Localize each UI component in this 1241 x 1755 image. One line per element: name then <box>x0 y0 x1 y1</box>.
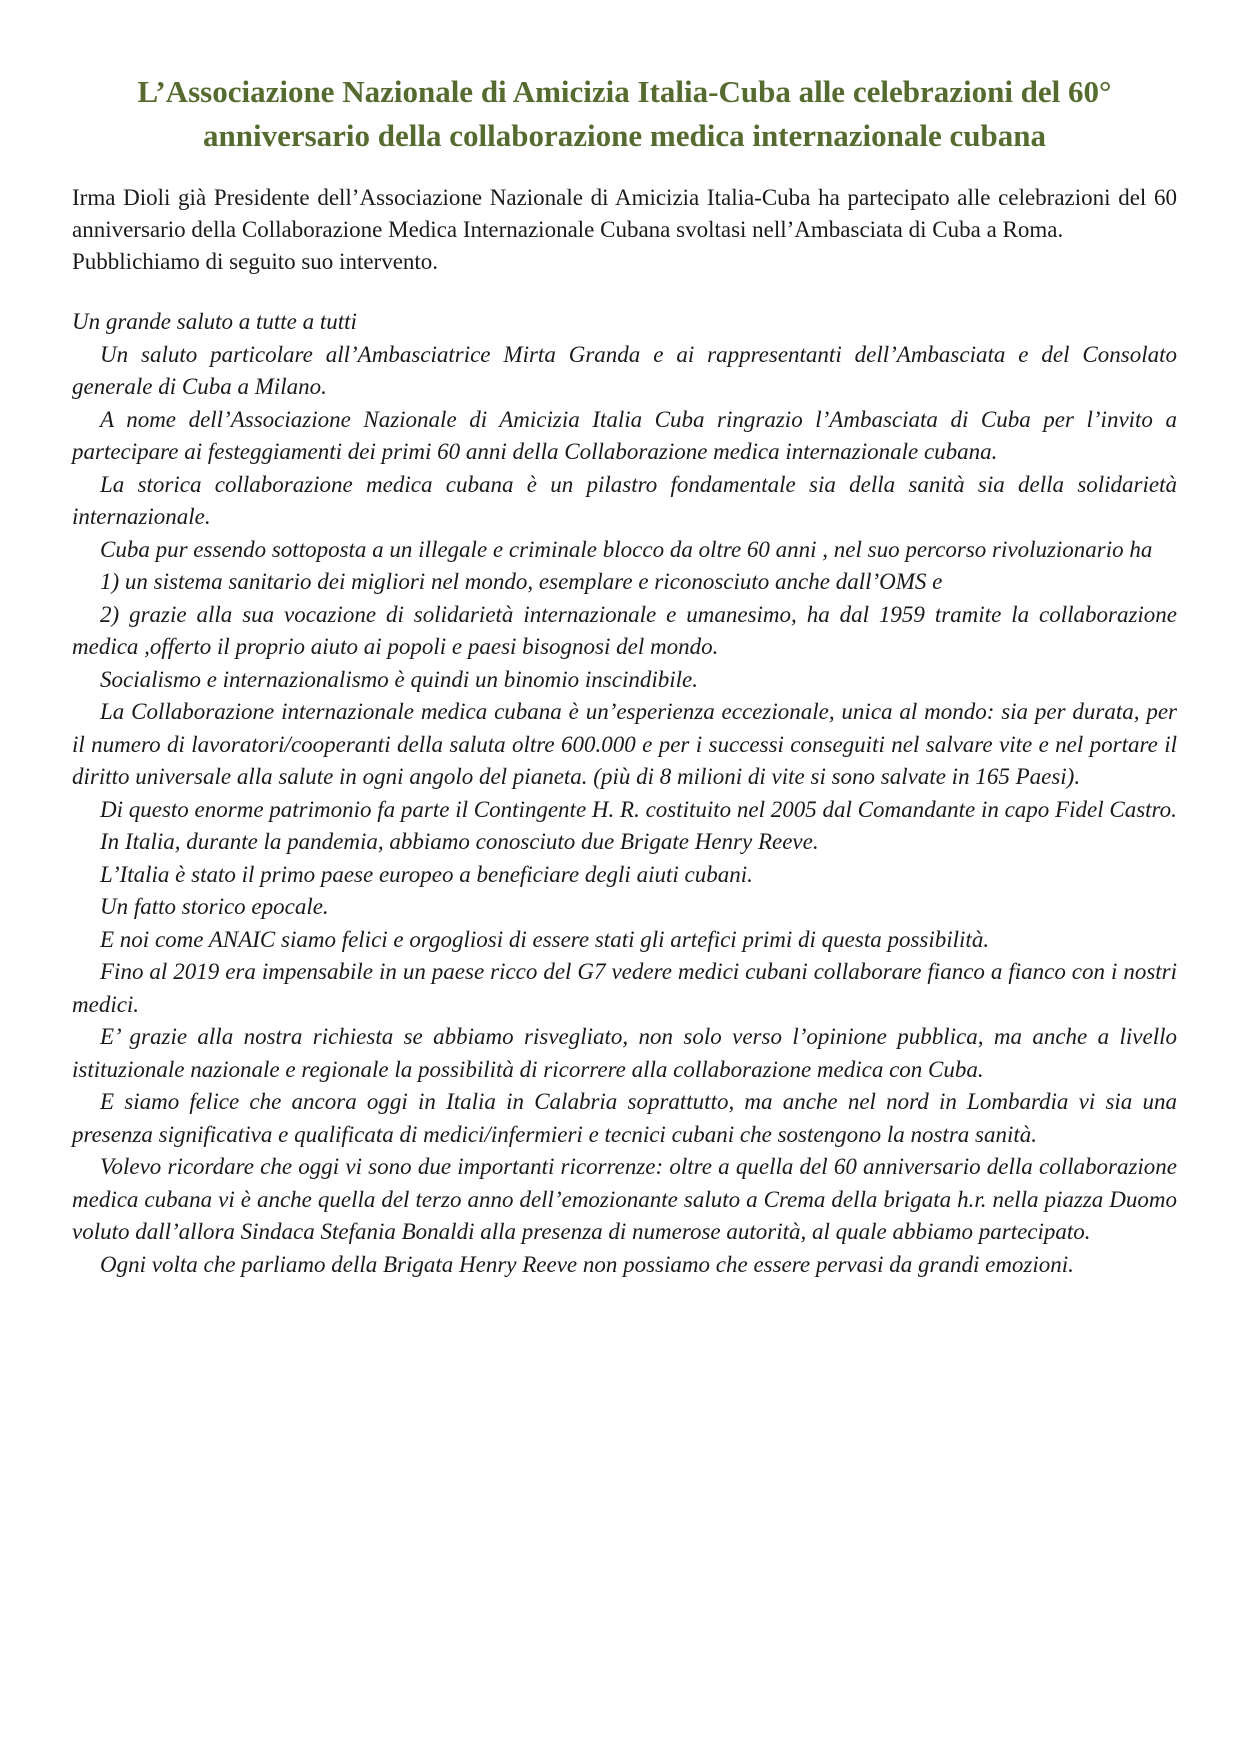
speech-paragraph: E’ grazie alla nostra richiesta se abbiamo risvegliato, non solo verso l’opinione pubblica, ma anche a livello istituzionale nazionale e regionale la possibilità di ricorrere alla collaborazione medica con Cuba. <box>72 1024 1177 1082</box>
speech-paragraph: Fino al 2019 era impensabile in un paese ricco del G7 vedere medici cubani collaborare fianco a fianco con i nostri medici. <box>72 959 1177 1017</box>
speech-paragraph: Cuba pur essendo sottoposta a un illegale e criminale blocco da oltre 60 anni , nel suo percorso rivoluzionario ha <box>100 536 1153 562</box>
speech-paragraph: Di questo enorme patrimonio fa parte il Contingente H. R. costituito nel 2005 dal Comandante in capo Fidel Castro. <box>100 796 1177 822</box>
speech-paragraph: 2) grazie alla sua vocazione di solidarietà internazionale e umanesimo, ha dal 1959 tramite la collaborazione medica ,offerto il proprio aiuto ai popoli e paesi bisognosi del mondo. <box>72 601 1177 659</box>
speech-paragraph: In Italia, durante la pandemia, abbiamo conosciuto due Brigate Henry Reeve. <box>100 829 819 854</box>
speech-paragraph: E noi come ANAIC siamo felici e orgogliosi di essere stati gli artefici primi di questa possibilità. <box>100 926 990 952</box>
speech-paragraph: Un fatto storico epocale. <box>100 894 329 919</box>
document-page <box>72 0 1177 1281</box>
speech-paragraph: L’Italia è stato il primo paese europeo a beneficiare degli aiuti cubani. <box>100 861 753 887</box>
speech-paragraph: Un grande saluto a tutte a tutti <box>72 309 357 334</box>
speech-paragraph: Socialismo e internazionalismo è quindi un binomio inscindibile. <box>100 666 698 692</box>
speech-paragraph: Ogni volta che parliamo della Brigata Henry Reeve non possiamo che essere pervasi da grandi emozioni. <box>100 1251 1074 1277</box>
speech-paragraph: Volevo ricordare che oggi vi sono due importanti ricorrenze: oltre a quella del 60 anniversario della collaborazione medica cubana vi è anche quella del terzo anno dell’emozionante saluto a Crema della brigata h.r. nella piazza Duomo voluto dall’allora Sindaca Stefania Bonaldi alla presenza di numerose autorità, al quale abbiamo partecipato. <box>72 1154 1177 1244</box>
intro-paragraph: Irma Dioli già Presidente dell’Associazione Nazionale di Amicizia Italia-Cuba ha partecipato alle celebrazioni del 60 anniversario della Collaborazione Medica Internazionale Cubana svoltasi nell’Ambasciata di Cuba a Roma. <box>72 185 1177 242</box>
speech-section <box>72 306 1177 1281</box>
speech-paragraph: La Collaborazione internazionale medica cubana è un’esperienza eccezionale, unica al mondo: sia per durata, per il numero di lavoratori/cooperanti della saluta oltre 600.000 e per i successi conseguiti nel salvare vite e nel portare il diritto universale alla salute in ogni angolo del pianeta. (più di 8 milioni di vite si sono salvate in 165 Paesi). <box>72 699 1177 789</box>
speech-paragraph: E siamo felice che ancora oggi in Italia in Calabria soprattutto, ma anche nel nord in Lombardia vi sia una presenza significativa e qualificata di medici/infermieri e tecnici cubani che sostengono la nostra sanità. <box>72 1089 1177 1147</box>
publish-note: Pubblichiamo di seguito suo intervento. <box>72 249 439 274</box>
speech-paragraph: La storica collaborazione medica cubana è un pilastro fondamentale sia della sanità sia della solidarietà internazionale. <box>72 471 1177 529</box>
speech-paragraph: Un saluto particolare all’Ambasciatrice Mirta Granda e ai rappresentanti dell’Ambasciata e del Consolato generale di Cuba a Milano. <box>72 341 1177 399</box>
speech-paragraph: 1) un sistema sanitario dei migliori nel mondo, esemplare e riconosciuto anche dall’OMS e <box>100 569 943 594</box>
speech-paragraph: A nome dell’Associazione Nazionale di Amicizia Italia Cuba ringrazio l’Ambasciata di Cuba per l’invito a partecipare ai festeggiamenti dei primi 60 anni della Collaborazione medica internazionale cubana. <box>72 406 1177 464</box>
article-title: L’Associazione Nazionale di Amicizia Italia-Cuba alle celebrazioni del 60° anniversario della collaborazione medica internazionale cubana <box>137 74 1112 153</box>
intro-section <box>72 182 1177 278</box>
